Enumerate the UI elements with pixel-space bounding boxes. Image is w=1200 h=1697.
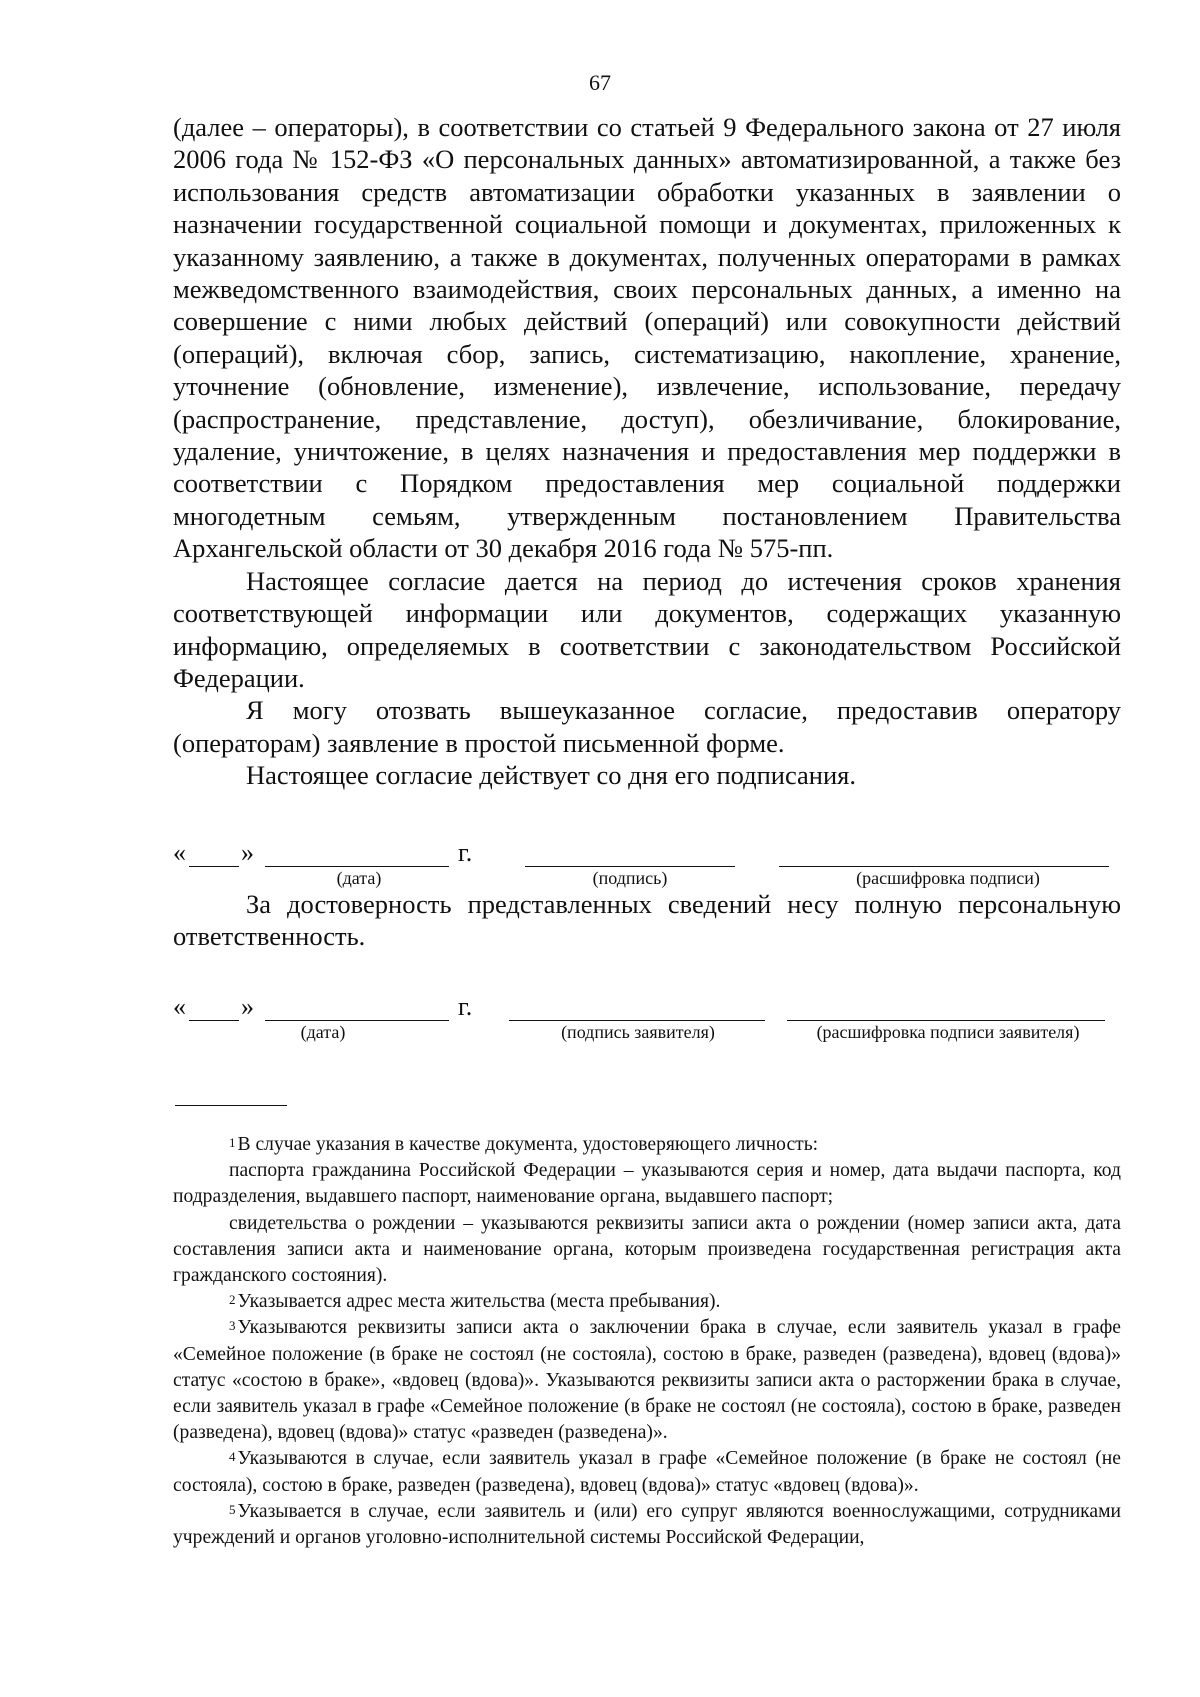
footnote-5 bbox=[173, 1499, 1121, 1551]
signature-decoding-field[interactable] bbox=[779, 866, 1109, 867]
footnote-3 bbox=[173, 1315, 1121, 1446]
footnote-text: Указывается адрес места жительства (места пребывания). bbox=[237, 1291, 721, 1313]
footnote-mark: 2 bbox=[229, 1292, 236, 1308]
footnote-mark: 4 bbox=[229, 1449, 236, 1465]
signature-block-applicant bbox=[173, 992, 1121, 1052]
footnote-2 bbox=[173, 1289, 1121, 1315]
consent-paragraph-effective: Настоящее согласие действует со дня его подписания. bbox=[246, 760, 856, 791]
applicant-signature-field[interactable] bbox=[509, 1020, 765, 1021]
applicant-signature-caption: (подпись заявителя) bbox=[561, 1022, 715, 1042]
year-suffix: г. bbox=[458, 838, 473, 867]
footnote-mark: 3 bbox=[229, 1318, 236, 1334]
responsibility-statement: За достоверность представленных сведений несу полную персональную ответственность. bbox=[173, 889, 1121, 952]
footnote-text: Указываются реквизиты записи акта о заключении брака в случае, если заявитель указал в графе «Семейное положение (в браке не состоял (не состояла), состою в браке, разведен (разведена), вдовец (вдова)» статус «состою в браке», «вдовец (вдова)». Указываются реквизиты записи акта о расторжении брака в случае, если заявитель указал в графе «Семейное положение (в браке не состоял (не состояла), состою в браке, разведен (разведена), вдовец (вдова)» статус «разведен (разведена)». bbox=[173, 1317, 1121, 1444]
footnote-1-passport bbox=[173, 1158, 1121, 1210]
signature-decoding-caption: (расшифровка подписи) bbox=[856, 868, 1040, 888]
footnote-4 bbox=[173, 1446, 1121, 1498]
responsibility-statement-block bbox=[173, 888, 1121, 953]
consent-paragraph-scope: (далее – операторы), в соответствии со статьей 9 Федерального закона от 27 июля 2006 года № 152-ФЗ «О персональных данных» автоматизированной, а также без использования средств автоматизации обработки указанных в заявлении о назначении государственной социальной помощи и документах, приложенных к указанному заявлению, а также в документах, полученных операторами в рамках межведомственного взаимодействия, своих персональных данных, а именно на совершение с ними любых действий (операций) или совокупности действий (операций), включая сбор, запись, систематизацию, накопление, хранение, уточнение (обновление, изменение), извлечение, использование, передачу (распространение, представление, доступ), обезличивание, блокирование, удаление, уничтожение, в целях назначения и предоставления мер поддержки в соответствии с Порядком предоставления мер социальной поддержки многодетным семьям, утвержденным постановлением Правительства Архангельской области от 30 декабря 2016 года № 575-пп. bbox=[173, 112, 1121, 564]
consent-body bbox=[173, 111, 1121, 792]
footnote-1-birth-certificate bbox=[173, 1211, 1121, 1290]
footnote-text: свидетельства о рождении – указываются реквизиты записи акта о рождении (номер записи акта, дата составления записи акта и наименование органа, которым произведена государственная регистрация акта гражданского состояния). bbox=[173, 1212, 1121, 1287]
day-quote-open: « bbox=[173, 992, 186, 1021]
footnotes bbox=[173, 1132, 1121, 1551]
year-suffix: г. bbox=[458, 992, 473, 1021]
footnote-text: Указывается в случае, если заявитель и (или) его супруг являются военнослужащими, сотрудниками учреждений и органов уголовно-исполнительной системы Российской Федерации, bbox=[173, 1500, 1121, 1549]
consent-paragraph-revoke: Я могу отозвать вышеуказанное согласие, предоставив оператору (операторам) заявление в простой письменной форме. bbox=[173, 695, 1121, 758]
footnote-text: паспорта гражданина Российской Федерации – указываются серия и номер, дата выдачи паспорта, код подразделения, выдавшего паспорт, наименование органа, выдавшего паспорт; bbox=[173, 1160, 1121, 1208]
footnote-mark: 1 bbox=[229, 1135, 236, 1150]
applicant-signature-decoding-field[interactable] bbox=[787, 1020, 1105, 1021]
footnote-text: Указываются в случае, если заявитель указал в графе «Семейное положение (в браке не состоял (не состояла), состою в браке, разведен (разведена), вдовец (вдова)» статус «вдовец (вдова)». bbox=[173, 1448, 1121, 1496]
footnote-mark: 5 bbox=[229, 1501, 236, 1517]
footnote-text: В случае указания в качестве документа, удостоверяющего личность: bbox=[237, 1134, 819, 1155]
date-caption: (дата) bbox=[300, 1022, 346, 1042]
signature-field[interactable] bbox=[525, 866, 735, 867]
applicant-signature-decoding-caption: (расшифровка подписи заявителя) bbox=[816, 1022, 1080, 1042]
footnote-1 bbox=[173, 1132, 1121, 1158]
signature-caption: (подпись) bbox=[592, 868, 668, 888]
consent-paragraph-period: Настоящее согласие дается на период до истечения сроков хранения соответствующей информации или документов, содержащих указанную информацию, определяемых в соответствии с законодательством Российской Федерации. bbox=[173, 565, 1121, 693]
month-field[interactable] bbox=[265, 1020, 449, 1021]
day-field[interactable] bbox=[189, 1020, 239, 1021]
footnote-separator bbox=[175, 1105, 287, 1106]
day-field[interactable] bbox=[189, 866, 239, 867]
day-quote-close: » bbox=[241, 838, 254, 867]
month-field[interactable] bbox=[265, 866, 449, 867]
day-quote-close: » bbox=[241, 992, 254, 1021]
date-caption: (дата) bbox=[336, 868, 382, 888]
page-number: 67 bbox=[589, 70, 611, 95]
day-quote-open: « bbox=[173, 838, 186, 867]
